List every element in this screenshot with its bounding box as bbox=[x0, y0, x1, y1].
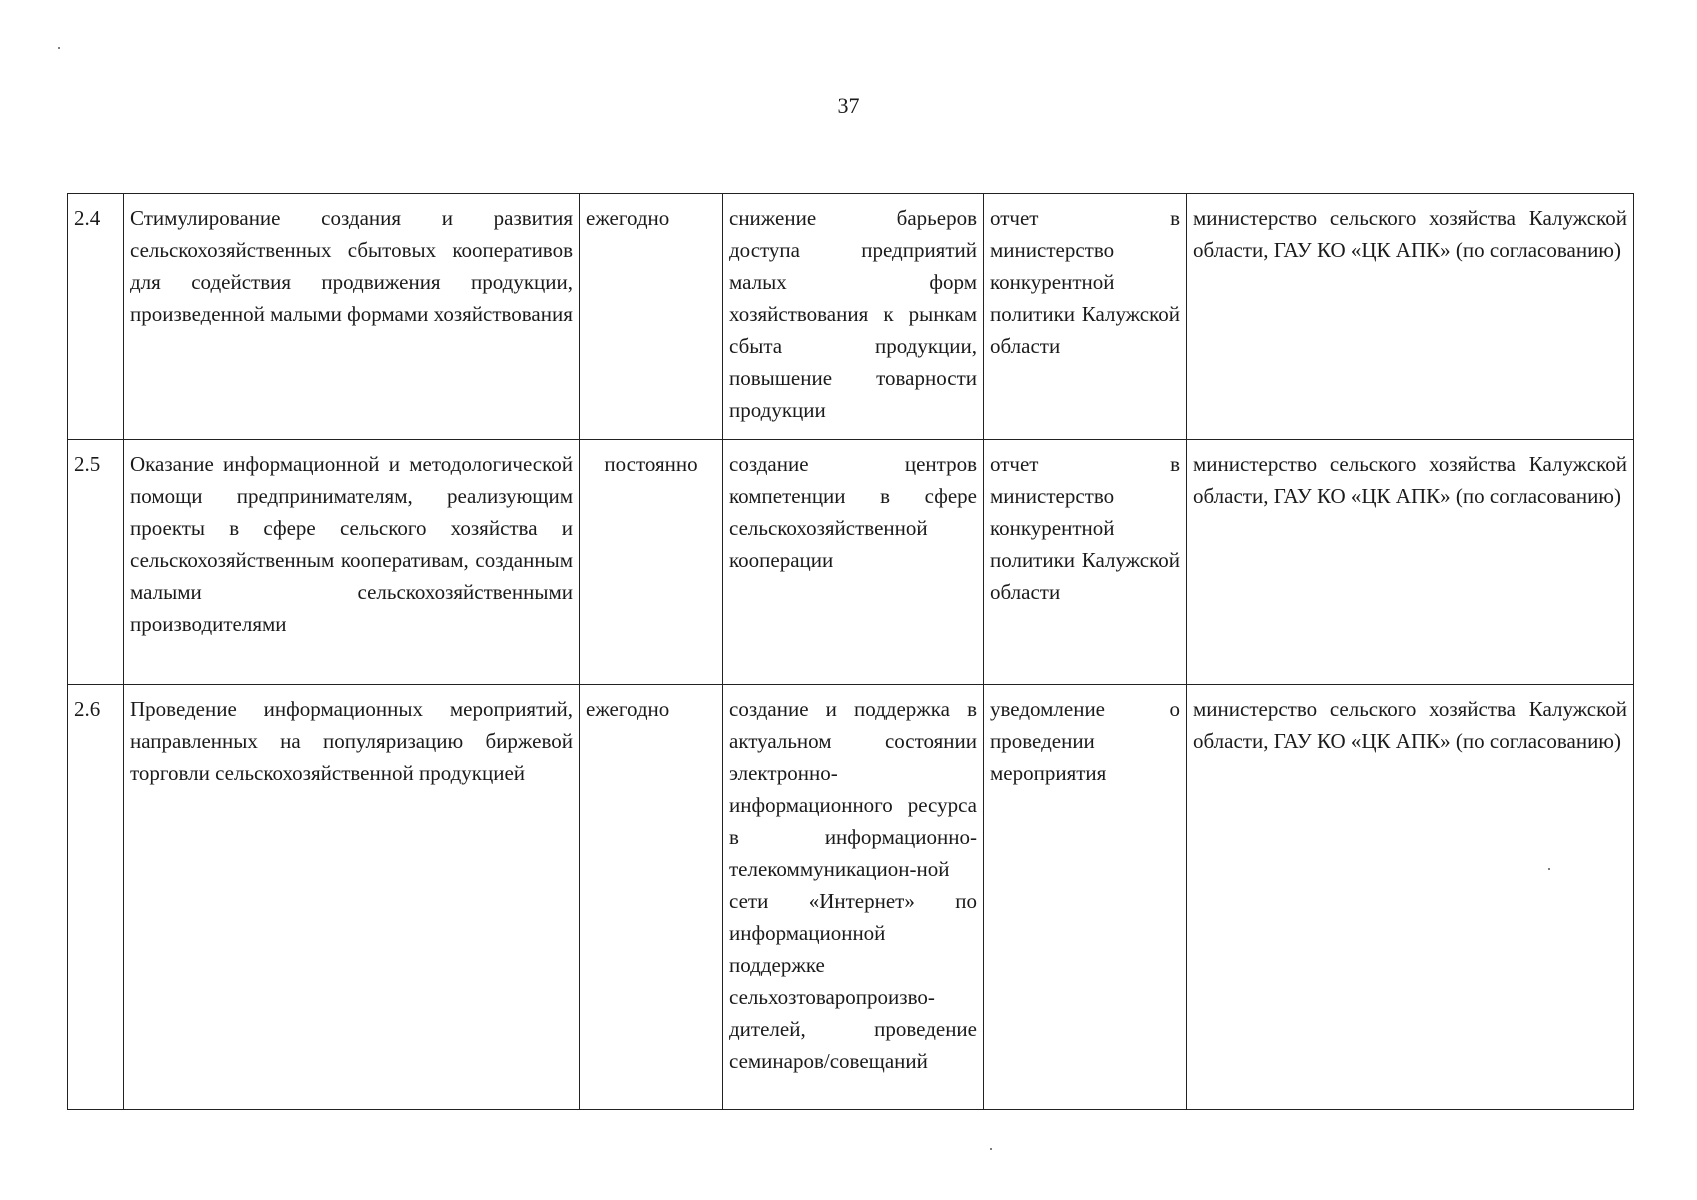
period-cell: постоянно bbox=[580, 440, 723, 685]
row-number: 2.5 bbox=[68, 440, 124, 685]
scan-speck bbox=[1548, 868, 1550, 870]
measures-table bbox=[67, 193, 1634, 1110]
result-cell: создание и поддержка в актуальном состоянии электронно-информационного ресурса в информационно-телекоммуникацион-ной сети «Интернет» по информационной поддержке сельхозтоваропроизво-дителей, проведение семинаров/совещаний bbox=[723, 685, 984, 1110]
scan-speck bbox=[990, 1148, 992, 1150]
period-cell: ежегодно bbox=[580, 685, 723, 1110]
result-cell: снижение барьеров доступа предприятий малых форм хозяйствования к рынкам сбыта продукции, повышение товарности продукции bbox=[723, 194, 984, 440]
event-cell: Оказание информационной и методологической помощи предпринимателям, реализующим проекты в сфере сельского хозяйства и сельскохозяйственным кооперативам, созданным малыми сельскохозяйственными производителями bbox=[124, 440, 580, 685]
scan-speck bbox=[58, 47, 60, 49]
event-cell: Стимулирование создания и развития сельскохозяйственных сбытовых кооперативов для содействия продвижения продукции, произведенной малыми формами хозяйствования bbox=[124, 194, 580, 440]
executor-cell: министерство сельского хозяйства Калужской области, ГАУ КО «ЦК АПК» (по согласованию) bbox=[1187, 194, 1634, 440]
row-number: 2.6 bbox=[68, 685, 124, 1110]
period-cell: ежегодно bbox=[580, 194, 723, 440]
report-cell: отчет в министерство конкурентной политики Калужской области bbox=[984, 194, 1187, 440]
report-cell: уведомление о проведении мероприятия bbox=[984, 685, 1187, 1110]
table-row bbox=[68, 685, 1634, 1110]
executor-cell: министерство сельского хозяйства Калужской области, ГАУ КО «ЦК АПК» (по согласованию) bbox=[1187, 685, 1634, 1110]
page-number: 37 bbox=[837, 93, 860, 118]
executor-cell: министерство сельского хозяйства Калужской области, ГАУ КО «ЦК АПК» (по согласованию) bbox=[1187, 440, 1634, 685]
table-row bbox=[68, 440, 1634, 685]
result-cell: создание центров компетенции в сфере сельскохозяйственной кооперации bbox=[723, 440, 984, 685]
row-number: 2.4 bbox=[68, 194, 124, 440]
table-row bbox=[68, 194, 1634, 440]
report-cell: отчет в министерство конкурентной политики Калужской области bbox=[984, 440, 1187, 685]
event-cell: Проведение информационных мероприятий, направленных на популяризацию биржевой торговли сельскохозяйственной продукцией bbox=[124, 685, 580, 1110]
